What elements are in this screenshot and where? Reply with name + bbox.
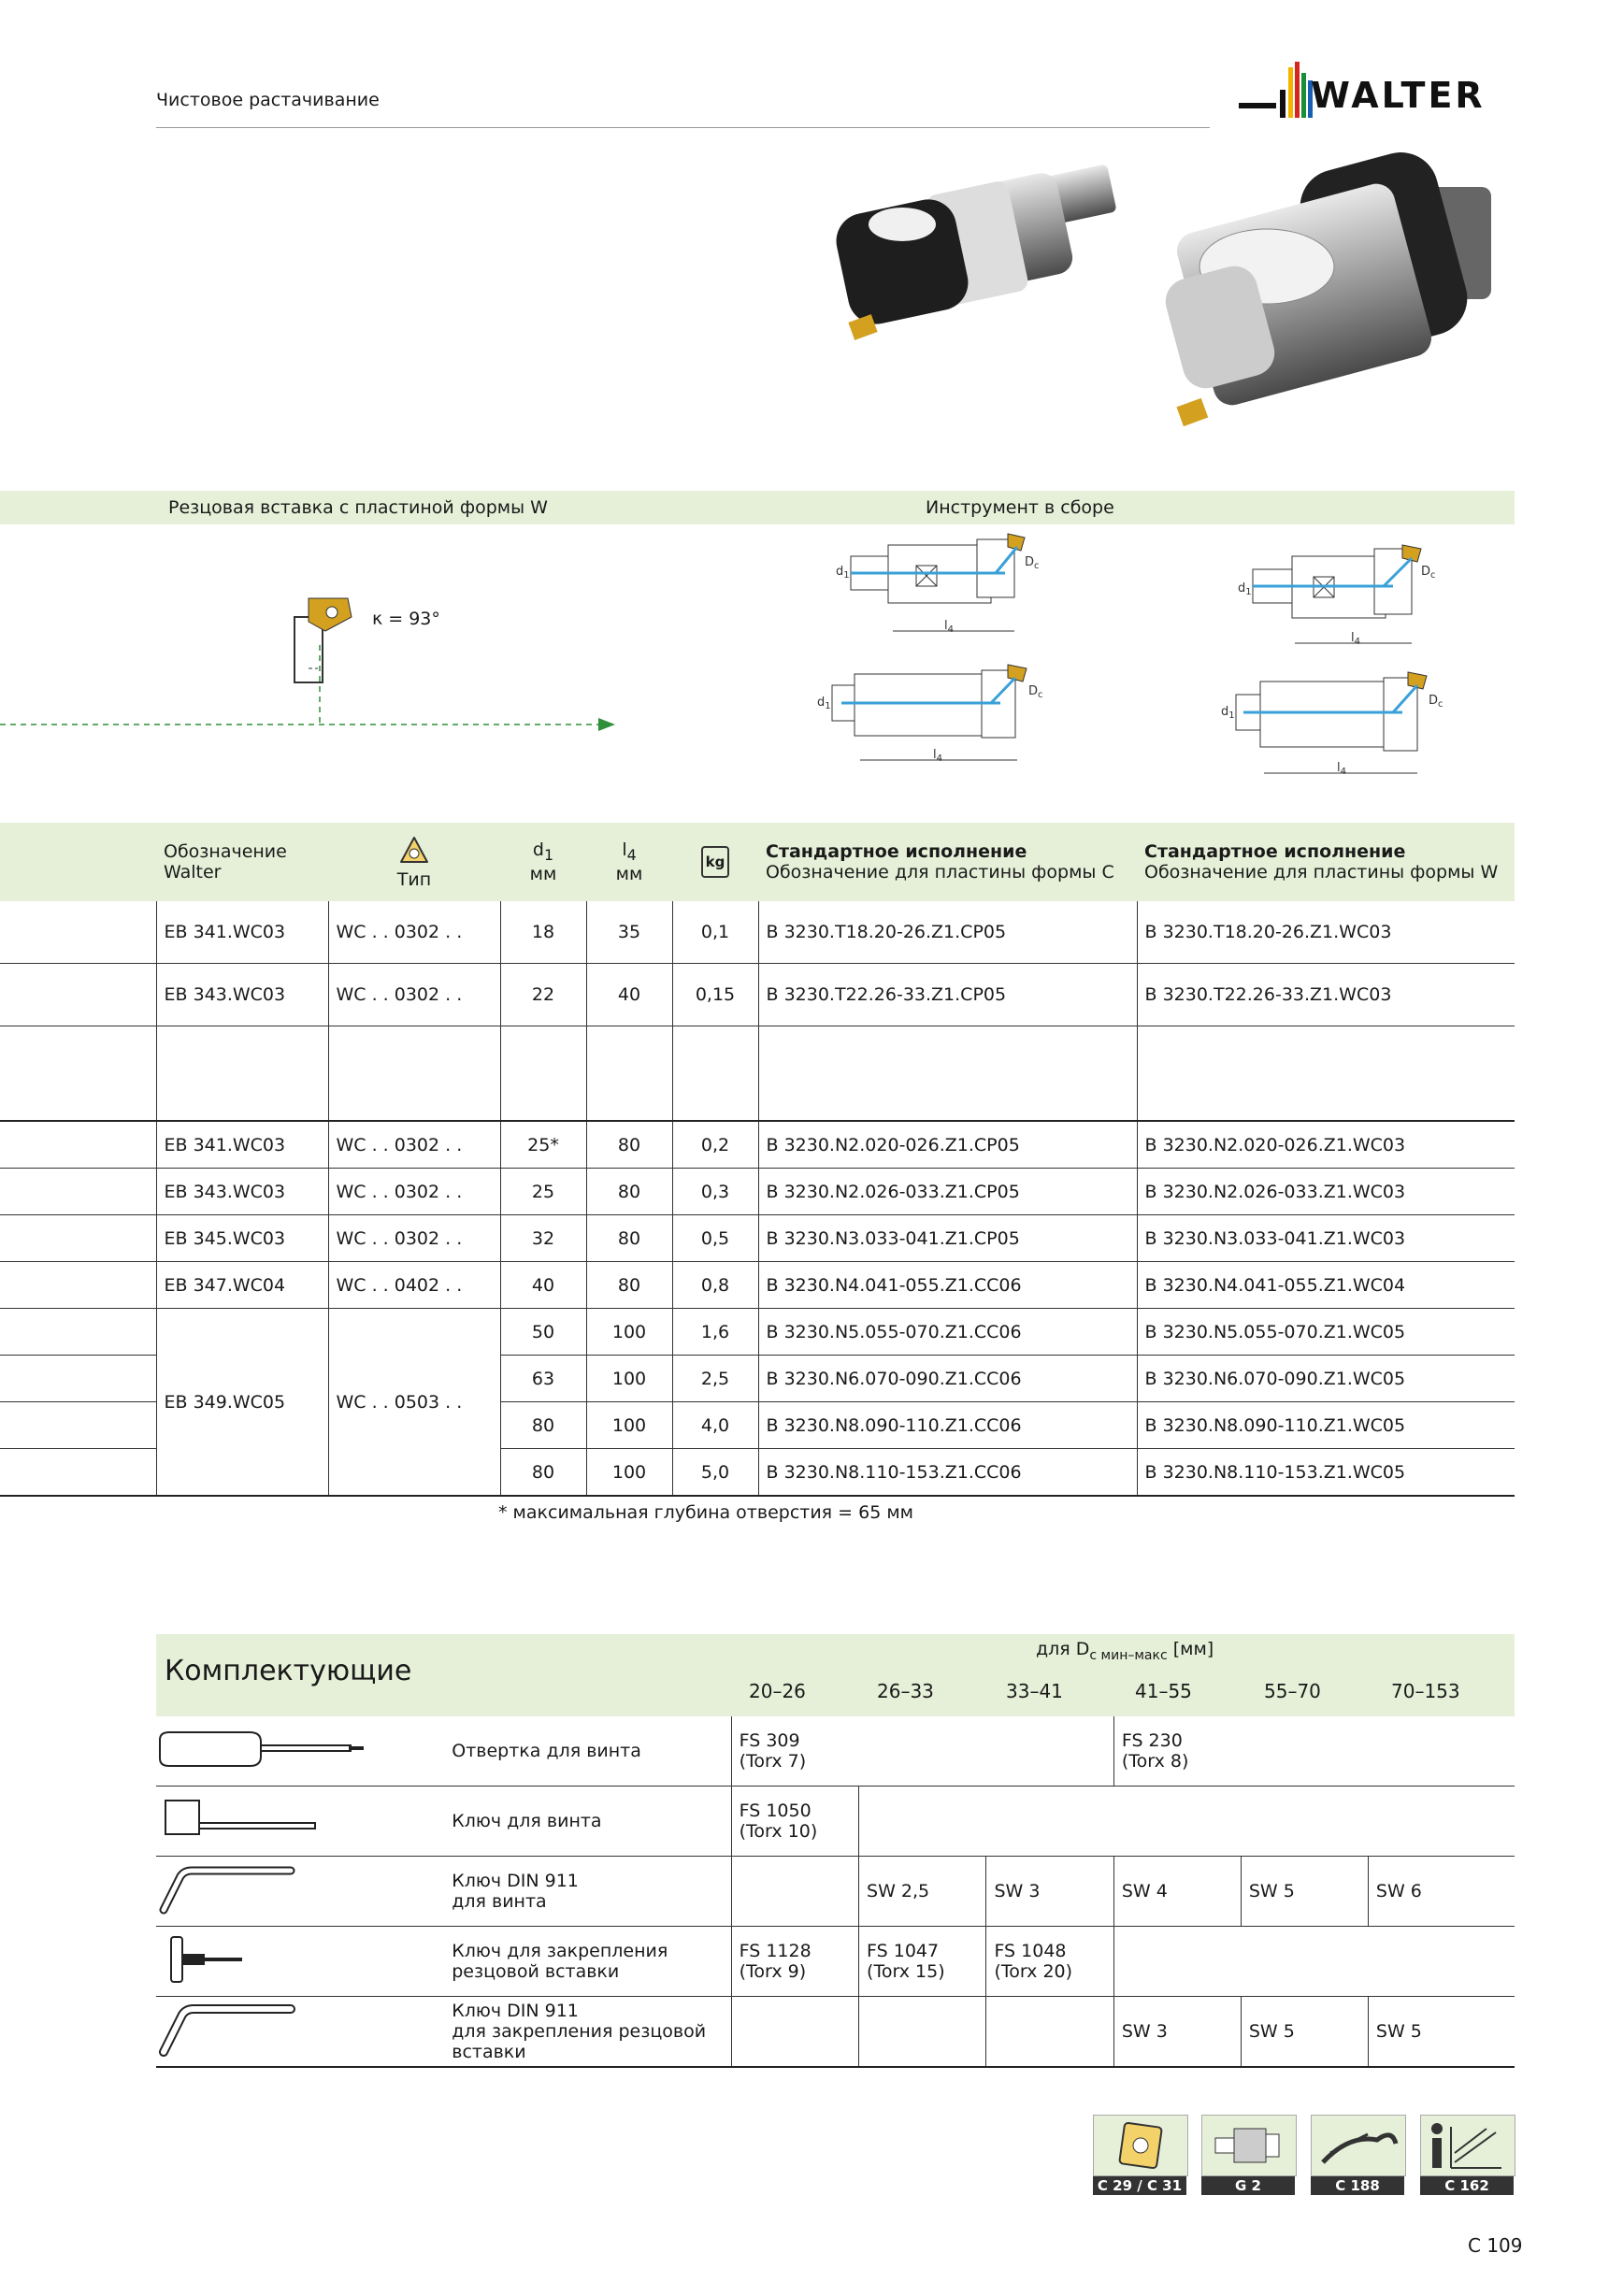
svg-text:Dc: $D_c$ [1421,565,1436,581]
assembly-top-left [836,534,1040,635]
ref-info-icon[interactable] [1420,2115,1515,2176]
accessory-row: Ключ DIN 911 для закрепления резцовой вставки SW 3 SW 5 SW 5 [156,1997,1515,2068]
ref-link[interactable]: C 29 / C 31 [1093,2176,1186,2195]
table-header-row [0,823,1515,901]
header-divider [156,127,1210,128]
range-label: 33–41 [1006,1680,1063,1702]
table-row: EB 347.WC04 WC . . 0402 . . 40 80 0,8 B 3230.N4.041-055.Z1.CC06 B 3230.N4.041-055.Z1.WC04 [0,1262,1515,1309]
screwdriver-icon [156,1721,371,1777]
table-row: EB 341.WC03 WC . . 0302 . . 25* 80 0,2 B 3230.N2.020-026.Z1.CP05 B 3230.N2.020-026.Z1.WC03 [0,1121,1515,1169]
svg-text:Dc: $D_c$ [1025,555,1040,571]
svg-text:l4: $l_4$ [1351,631,1360,647]
col-std-w: Стандартное исполнение Обозначение для пластины формы W [1137,823,1515,901]
insert-shape-icon [395,834,433,868]
hex-key-icon [156,1861,371,1917]
accessory-row: Ключ для винта FS 1050 (Torx 10) [156,1787,1515,1857]
col-std-c: Стандартное исполнение Обозначение для пластины формы C [758,823,1137,901]
group-type: WC . . 0503 . . [328,1309,500,1497]
svg-text:d1: $d_1$ [836,565,850,581]
product-table [0,823,1515,1497]
svg-text:d1: $d_1$ [1221,705,1235,721]
col-d1: $d_1$ мм [500,823,586,901]
accessory-row: Отвертка для винта FS 309 (Torx 7) FS 230 (Torx 8) [156,1716,1515,1787]
accessory-row: Ключ DIN 911 для винта SW 2,5 SW 3 SW 4 SW 5 SW 6 [156,1857,1515,1927]
svg-text:d1: $d_1$ [1238,581,1252,597]
ref-insert-icon[interactable] [1093,2115,1188,2176]
tool-photo-large [1136,150,1515,449]
weight-icon: kg [701,846,730,878]
table-row: EB 343.WC03 WC . . 0302 . . 25 80 0,3 B 3230.N2.026-033.Z1.CP05 B 3230.N2.026-033.Z1.WC03 [0,1169,1515,1215]
ref-link[interactable]: C 162 [1420,2176,1514,2195]
ref-link[interactable]: C 188 [1311,2176,1404,2195]
range-label: 70–153 [1391,1680,1460,1702]
table-row: EB 345.WC03 WC . . 0302 . . 32 80 0,5 B 3230.N3.033-041.Z1.CP05 B 3230.N3.033-041.Z1.WC03 [0,1215,1515,1262]
range-label: 26–33 [877,1680,934,1702]
svg-text:l4: $l_4$ [1337,761,1346,777]
accessories-table [156,1716,1515,2068]
hex-key-large-icon [156,2002,371,2058]
page-number: C 109 [1468,2234,1523,2257]
table-row: 80 100 5,0 B 3230.N8.110-153.Z1.CC06 B 3230.N8.110-153.Z1.WC05 [0,1449,1515,1497]
col-type: Тип [328,823,500,901]
table-row: 80 100 4,0 B 3230.N8.090-110.Z1.CC06 B 3230.N8.090-110.Z1.WC05 [0,1402,1515,1449]
section-title: Чистовое растачивание [156,90,380,110]
range-label: 55–70 [1264,1680,1321,1702]
range-label: 20–26 [749,1680,806,1702]
ref-wrench-icon[interactable] [1311,2115,1406,2176]
insert-diagram [0,580,636,739]
table-row: EB 343.WC03 WC . . 0302 . . 22 40 0,15 B 3230.T22.26-33.Z1.CP05 B 3230.T22.26-33.Z1.WC03 [0,964,1515,1026]
table-row: EB 341.WC03 WC . . 0302 . . 18 35 0,1 B 3230.T18.20-26.Z1.CP05 B 3230.T18.20-26.Z1.WC03 [0,901,1515,964]
assembly-bottom-left [817,665,1043,764]
table-footnote: * максимальная глубина отверстия = 65 мм [498,1502,913,1523]
t-handle-key-icon [156,1931,371,1987]
tool-photo-small [823,150,1141,365]
col-designation: Обозначение Walter [156,823,328,901]
svg-text:Dc: $D_c$ [1028,684,1043,700]
band-label-assembly: Инструмент в сборе [926,497,1114,518]
range-header: для $D_{c мин-макс}$ [мм] [1036,1639,1214,1663]
svg-text:l4: $l_4$ [933,748,942,764]
svg-text:d1: $d_1$ [817,696,831,711]
ref-holder-icon[interactable] [1201,2115,1297,2176]
table-row: EB 349.WC05 WC . . 0503 . . 50 100 1,6 B 3230.N5.055-070.Z1.CC06 B 3230.N5.055-070.Z1.WC05 [0,1309,1515,1356]
svg-text:Dc: $D_c$ [1429,694,1443,710]
table-row: 63 100 2,5 B 3230.N6.070-090.Z1.CC06 B 3230.N6.070-090.Z1.WC05 [0,1356,1515,1402]
assembly-diagrams [804,528,1515,818]
kappa-angle-label: κ = 93° [372,609,440,629]
accessories-title: Комплектующие [165,1655,412,1687]
accessory-row: Ключ для закрепления резцовой вставки FS 1128 (Torx 9) FS 1047 (Torx 15) FS 1048 (Torx 20) [156,1927,1515,1997]
assembly-top-right [1238,545,1436,647]
assembly-bottom-right [1221,672,1443,777]
col-l4: $l_4$ мм [586,823,672,901]
band-label-insert: Резцовая вставка с пластиной формы W [168,497,548,518]
ref-link[interactable]: G 2 [1201,2176,1295,2195]
walter-logo-text: WALTER [1311,75,1486,116]
range-label: 41–55 [1135,1680,1192,1702]
group-designation: EB 349.WC05 [156,1309,328,1497]
col-weight [672,823,758,901]
table-row-empty [0,1026,1515,1122]
torx-key-icon [156,1791,371,1847]
svg-text:l4: $l_4$ [944,619,954,635]
